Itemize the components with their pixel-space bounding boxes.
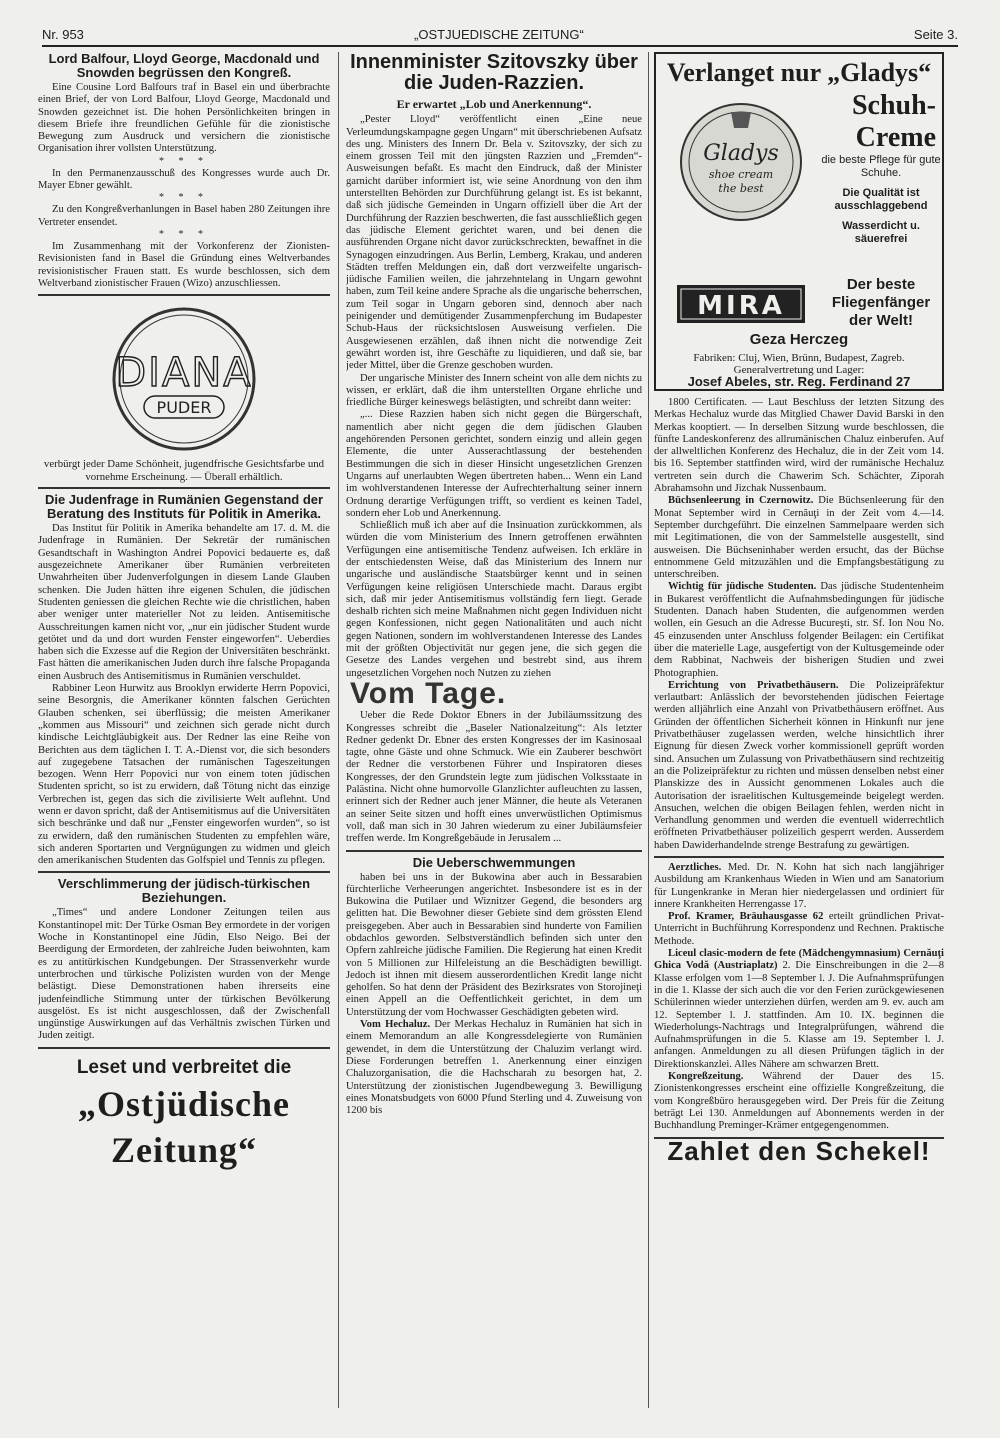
gladys-ad-headline: Verlanget nur „Gladys“ (666, 58, 932, 87)
diana-word: DIANA (115, 350, 253, 397)
gladys-schuh-word: Schuh- (851, 90, 936, 121)
ad-company-name: Geza Herczeg (749, 331, 849, 348)
gladys-side-1: die beste Pflege für gute Schuhe. (821, 154, 941, 179)
notice-kramer-lead: Prof. Kramer, Bräuhausgasse 62 (668, 911, 824, 923)
hechaluz-continuation: 1800 Certificaten. — Laut Beschluss der letzten Sitzung des Merkas Hechaluz wurde das Mitglied Chawer David Barski in den Merkas kooptiert. — In derselben Sitzung wurde beschlossen, die fünfte Landeskonferenz des allrumänischen Chaluz einberufen. Auf der allweltlichen Konferenz des Hechaluz, die in der Zeit vom 14. bis 16. September stattfinden wird, wird der rumänische Hechaluz vertreten sein durch die Chawerim Sch. Schächter, Ziporah Abrahamsohn und Jizchak Nussenbaum. (654, 397, 944, 495)
news-studenten-lead: Wichtig für jüdische Studenten. (668, 581, 817, 593)
article-rumaenien-p2: Rabbiner Leon Hurwitz aus Brooklyn erwiderte Herrn Popovici, seine Besorgnis, die Amerikaner könnten falschen Gerüchten Glauben schenken, sei überflüssig; die meisten Amerikaner „kommen aus Missouri“ und zeichnen sich gerade nicht durch kindische Leichtgläubigkeit aus. Der Redner las eine Reihe von Berichten aus dem täglichen I. T. A.-Dienst vor, die sich besonders auf zugegebene Tatsachen der rumänischen Tageszeitungen bezogen. Wenn Herr Popovici nur von einem toten jüdischen Studenten spricht, so ist zu erwidern, daß Tötung nicht das einzige Verbrechen ist, gegen das sich die zivilisierte Welt auflehnt. Und wenn er davon spricht, daß der Antisemitismus auf die Universitäten sich beschränke und daß nur „Fenster eingeworfen wurden“, so ist zu erwidern, daß den rumänischen Studenten zu empfehlen wäre, sich anderen Sportarten und Vergnügungen zu widmen und gleich den amerikanischen Studenten das Golfspiel und Tennis zu pflegen. (38, 683, 330, 867)
news-studenten (654, 581, 944, 679)
promo-line-2: „Ostjüdische Zeitung“ (77, 1083, 291, 1170)
divider (654, 856, 944, 858)
column-rule-2 (648, 52, 649, 1408)
news-studenten-text: Das jüdische Studentenheim in Bukarest veröffentlicht die Aufnahmsbedingungen für jüdische Studenten. Danach haben Studenten, die aufgenommen werden wollen, ein Gesuch an die Adresse Bucureşti, str. Sf. Ion Nou No. 45 einzusenden unter Anschluss folgender Beilagen: ein Certifikat über die materielle Lage, ausgefertigt von der Kultusgemeinde oder dem Rabbinat, Nachweis der bisherigen Studien und zwei Photographien. (654, 581, 944, 679)
article-balfour-p2: In den Permanenzausschuß des Kongresses wurde auch Dr. Mayer Ebner gewählt. (38, 167, 330, 192)
notice-aerztliches (654, 862, 944, 911)
notice-aerztliches-text: Med. Dr. N. Kohn hat sich nach langjähriger Ausbildung am Krankenhaus Wieden in Wien und am Sanatorium für Lungenkranke in Meran hier niedergelassen und ordiniert für innere Krankheiten Herrengasse 17. (654, 861, 944, 910)
gladys-tin-image (676, 94, 806, 228)
mira-logo-icon (676, 284, 806, 324)
notice-liceul-lead: Liceul clasic-modern de fete (Mädchengymnasium) Cernăuţi Ghica Vodă (Austriaplatz) (654, 948, 944, 972)
article-szitovszky-p1: „Pester Lloyd“ veröffentlicht einen „Eine neue Verleumdungskampagne gegen Ungarn“ mit überschriebenen Aufsatz des ung. Ministers des Innern Dr. Bela v. Szitovszky, der sich zu einem grossen Teil mit den jüngsten Razzien und „Fremden“-Ausweisungen befaßt. Es macht den Eindruck, daß der Minister garnicht darüber informiert ist, wie seine Anordnung von den ihm unterstellten Behörden zur Durchführung gelangt ist. Es ist bekannt, daß sich jüdische Gemeinden in Ungarn offiziell über die Art der Durchführung der Razzien beschwerten, die fast ausschließlich gegen das jüdische Element gerichtet waren, und bei denen die ausführenden Organe nicht davor zurückschreckten, bewaffnet in die Synagogen einzudringen. Aus Berlin, Lemberg, Krakau, und anderen Städten treffen Meldungen ein, daß dort verzweifelte ungarisch-jüdische Familien weilen, die jahrzehntelang in Ungarn gewohnt haben, zum Teil keine andere Sprache als die ungarische beherrschen, zum Teil sogar in Ungarn geboren sind, dennoch aber nach peinigender und demütigender Zusammenpferchung im Budapester Schub-Haus der rücksichtslosen Ausweisung verfielen. Die Ausgewiesenen erzählen, daß ihnen nicht die notwendige Zeit gewährt worden ist, ihre Geschäfte zu liquidieren, und daß sie, bar jeder Mittel, über die Grenze geschoben wurden. (346, 114, 642, 372)
column-rule-1 (338, 52, 339, 1408)
mira-logo (676, 284, 806, 328)
article-balfour-p1: Eine Cousine Lord Balfours traf in Basel ein und überbrachte einen Brief, der von Lord Balfour, Lloyd George, Macdonald und Snowden gezeichnet ist. Die hohen Persönlichkeiten bringen in diesem Briefe ihre freundlichen Gefühle für die zionistische Bewegung zum Ausdruck und versichern die zionistische Organisation ihrer vollsten Unterstützung. (38, 82, 330, 155)
separator-stars: * * * (159, 228, 209, 240)
gladys-side-2: Die Qualität ist ausschlaggebend (834, 187, 928, 212)
page-number: Seite 3. (913, 27, 958, 42)
mira-slogan: Der beste Fliegenfänger der Welt! (831, 276, 931, 329)
news-bethaeuser (654, 680, 944, 852)
divider (346, 850, 642, 852)
notice-kongresszeitung (654, 1071, 944, 1132)
notice-kramer-text: erteilt gründlichen Privat-Unterricht in Buchführung Korrespondenz und Rechnen. Praktische Methode. (654, 911, 944, 947)
diana-puder-ad (38, 304, 330, 454)
gladys-side-3: Wasserdicht u. säuerefrei (842, 220, 920, 245)
notice-aerztliches-lead: Aerztliches. (668, 861, 722, 873)
section-vom-tage: Vom Tage. (350, 676, 507, 710)
article-balfour-p4: Im Zusammenhang mit der Vorkonferenz der Zionisten-Revisionisten fand in Basel die Gründung eines Weltverbandes revisionistischer Frauen statt. Es wurde beschlossen, sich dem Weltverband zionistischer Frauen (Wizo) anzuschliessen. (38, 240, 330, 289)
diana-logo-icon (94, 304, 274, 454)
schekel-slogan: Zahlet den Schekel! (667, 1135, 931, 1166)
column-right (654, 52, 944, 1408)
article-hechaluz-lead: Vom Hechaluz. (360, 1019, 431, 1031)
article-szitovszky-p2: Der ungarische Minister des Innern scheint von alle dem nichts zu wissen, er erklärt, daß die ihm unterstellten Organe ehrliche und friedliche Bürger keineswegs belästigten, und schreibt dann weiter: (346, 372, 642, 409)
column-middle (346, 52, 642, 1408)
issue-number: Nr. 953 (42, 27, 84, 42)
article-rumaenien-p1: Das Institut für Politik in Amerika behandelte am 17. d. M. die Judenfrage in Rumänien. Der Sekretär der rumänischen Gesandtschaft in Washington Andrei Popovici bedauerte es, daß ausgezeichnete Amerikaner über Rumänien verbreiteten Unwahrheiten über Judenverfolgungen in diesem Lande Glauben schenken. Die Juden hätten ihre eigenen Schulen, die jüdischen Studenten geniessen die gleichen Rechte wie die christlichen, haben aber weniger unter materieller Not zu leiden. Antisemitische Ausschreitungen kamen nicht vor, „nur ein jüdischer Student wurde getötet und da und dort wurden Fenster eingeworfen“. Ueberdies haben sich die Exzesse auf die Region der Universitäten beschränkt. Fast hätten die amerikanischen Juden durch ihre falsche Propaganda einen Ausbruch des Antisemitismus in Rumänien verschuldet. (38, 523, 330, 682)
article-ueberschwemmungen-title: Die Ueberschwemmungen (412, 854, 576, 870)
notice-kramer (654, 911, 944, 948)
article-tuerkei-p1: „Times“ und andere Londoner Zeitungen teilen aus Konstantinopel mit: Der Türke Osman Bey ermordete in der vorigen Woche in Konstantinopel eine Jüdin, Elso Neigo. Bei der Beerdigung der Ermordeten, der zahlreiche Juden beiwohnten, kam es zu antitürkischen Kundgebungen. Der Strassenverkehr wurde unterbrochen und türkische Polizisten wurden von der Menge belästigt. Diese Demonstrationen haben ihrerseits eine judenfeindliche Stimmung unter der türkischen Bevölkerung ausgelöst. Es ist nicht ausgeschlossen, daß der Zwischenfall ungünstige Auswirkungen auf das Verhältnis zwischen Türken und Juden zeitigt. (38, 907, 330, 1042)
gladys-ad-schuh (816, 90, 936, 154)
notice-liceul (654, 948, 944, 1071)
article-rumaenien-title: Die Judenfrage in Rumänien Gegenstand der Beratung des Instituts für Politik in Amerika. (44, 492, 324, 522)
ad-factories: Fabriken: Cluj, Wien, Brünn, Budapest, Zagreb. (693, 352, 905, 364)
column-left (38, 52, 330, 1408)
news-bethaeuser-lead: Errichtung von Privatbethäusern. (668, 679, 839, 691)
page-header (42, 20, 958, 47)
article-tuerkei-title: Verschlimmerung der jüdisch-türkischen Beziehungen. (57, 876, 311, 906)
diana-ad-text: verbürgt jeder Dame Schönheit, jugendfrische Gesichtsfarbe und vornehme Erscheinung. — Überall erhältlich. (43, 458, 325, 483)
article-ueberschwemmungen-p1: haben bei uns in der Bukowina aber auch in Bessarabien fürchterliche Verheerungen angerichtet. Insbesondere ist es in der Bukowina die Putilaer und Wiznitzer Gegend, die besonders arg gelitten hat. Die Bewohner dieser Gebiete sind dem grössten Elend preisgegeben. Aber auch in Bessarabien sind hunderte von Familien obdachlos geworden. Selbstverständlich befinden sich unter den Opfern zahlreiche jüdische Familien. Die Regierung hat einen Kredit von 5 Millionen zur Hilfeleistung an die Beschädigten bewilligt. Jedoch ist ihnen mit diesem ausserordentlichen Kredit lange nicht geholfen. So hat denn der Präsident des Bezirksrates von Storojineţi einen Appell an die Oeffentlichkeit gerichtet, in dem um Unterstützung der vom Hochwasser Geschädigten gebeten wird. (346, 871, 642, 1018)
gladys-tin-line-1: shoe cream (708, 168, 774, 181)
article-szitovszky-subtitle: Er erwartet „Lob und Anerkennung“. (396, 97, 592, 111)
article-ebner-p1: Ueber die Rede Doktor Ebners in der Jubiläumssitzung des Kongresses schreibt die „Baseler Nationalzeitung“: Als letzter Redner gedenkt Dr. Ebner des ersten Kongresses der im Kasinosaal tagte, ohne Gäste und ohne Schmuck. Wie ein Zauberer beschwört der Redner die verstorbenen Führer und Inspiratoren dieses Kongresses, der den Grundstein legte zum jüdischen Volksstaate in Palästina. Nicht ohne humorvolle Glanzlichter aufleuchten zu lassen, erinnert sich der Redner auch jener Männer, die heute als Veteranen an seiner Seite sitzen und hofft eines unverwüstlichen Optimismus voll, daß man sich in 30 Jahren wiederum zu einer Jubiläumsfeier treffen werde. Im Kongreßgebäude in Jerusalem ... (346, 710, 642, 845)
diana-puder-word: PUDER (156, 398, 212, 418)
newspaper-title: „OSTJUEDISCHE ZEITUNG“ (414, 27, 584, 42)
gladys-tin-brand: Gladys (703, 141, 779, 166)
article-hechaluz-text: Der Merkas Hechaluz in Rumänien hat sich in einem Memorandum an alle Kongressdelegierte von Rumänien gewendet, in dem die Unterstützung der Chaluzim verlangt wird. Diese Forderungen betreffen 1. Anerkennung einer einzigen Chaluzorganisation, die die Hachscharah zu besorgen hat, 2. Unterstützung der zionistischen Jugendbewegung 3. Bewilligung eines Monatsbudgets von 6000 Pfund Sterling und 4. Zuweisung von 1200 bis (346, 1019, 642, 1117)
divider (38, 1047, 330, 1049)
gladys-tin-line-2: the best (718, 182, 764, 195)
article-hechaluz (346, 1019, 642, 1117)
separator-stars: * * * (159, 155, 209, 167)
ad-general-agency: Generalvertretung und Lager: (733, 364, 865, 376)
article-balfour-title: Lord Balfour, Lloyd George, Macdonald und Snowden begrüssen den Kongreß. (48, 52, 320, 80)
mira-word: MIRA (697, 291, 785, 321)
gladys-tin-icon (676, 94, 806, 224)
gladys-creme-word: Creme (855, 122, 936, 153)
notice-kongresszeitung-lead: Kongreßzeitung. (668, 1071, 744, 1083)
article-szitovszky-p3: „... Diese Razzien haben sich nicht gegen die Bürgerschaft, namentlich aber nicht gegen die dem jüdischen Glauben angehörenden Personen gerichtet, sondern einzig und allein gegen Elemente, die unter Ausserachtlassung der bestehenden Bestimmungen die sich in dieser Hinsicht ungesetzlichen Grenzen Ungarns auf unerlaubten Wegen übertreten haben... Wenn ein Land im wohlverstandenen Interesse der Aufrechterhaltung seiner innern Ordnung derartige Verfügungen trifft, so verdient es keinen Tadel, sondern eher Lob und Anerkennung. (346, 409, 642, 519)
promo-line-1: Leset und verbreitet die (76, 1056, 292, 1078)
news-bethaeuser-text: Die Polizeipräfektur verlautbart: Anlässlich der bevorstehenden jüdischen Feiertage werden alljährlich eine Anzahl von Privatbethäusern eröffnet. Aus Gründen der öffentlichen Sicherheit können in Hinkunft nur jene Privatbethäuser zugelassen werden, welche hinsichtlich ihrer Eignung für diesen Zweck vorher kommissionell geprüft worden sind. Ansuchen um Zulassung von Privatbethäusern sind rechtzeitig an die Polizeipräfektur zu richten und müssen denselben nebst einer Planskizze des in Aussicht genommenen Lokales auch die Autorisation der israelitischen Kultusgemeinde beigelegt werden. Ansuchen, welchen die obigen Beilagen fehlen, werden nicht in Verhandlung genommen und werden die eventuell widerrechtlich eröffneten Privatbethäuser polizeilich gesperrt werden. Ausserdem haben Dawiderhandelnde strenge Bestrafung zu gewärtigen. (654, 679, 944, 851)
gladys-ad (654, 52, 944, 391)
article-balfour-p3: Zu den Kongreßverhanlungen in Basel haben 280 Zeitungen ihre Vertreter ensendet. (38, 204, 330, 228)
divider (38, 294, 330, 296)
news-buechsenleerung-text: Die Büchsenleerung für den Monat September wird in Cernăuţi in der Zeit vom 4.—14. September durchgeführt. Die einzelnen Sammelpaare werden sich mit Legitimationen, die von der Sammelstelle ausgestellt, sind ausweisen. Die Büchseninhaber werden ersucht, das der Büchse entnommene Geld mitzuzählen und die Empfangsbestätigung zu unterschreiben. (654, 495, 944, 581)
news-buechsenleerung (654, 495, 944, 581)
divider (38, 871, 330, 873)
ad-address: Josef Abeles, str. Reg. Ferdinand 27 (687, 374, 911, 389)
promo-box (38, 1055, 330, 1173)
article-szitovszky-p4: Schließlich muß ich aber auf die Insinuation zurückkommen, als würden die vom Ministerium des Innern getroffenen erwähnten Verfügungen eine antisemitische Tendenz aufweisen. Ich erkläre in der entschiedensten Weise, daß das Ministerium des Innern nur ungarische und ausländische Staatsbürger kennt und in seinen Verfügungen keine religiösen Unterschiede macht. Daraus ergibt sich, daß mir jeder Antisemitismus vollständig fern liegt. Gerade deshalb richten sich meine Maßnahmen nicht gegen Individuen nicht gegen Konfessionen, nicht gegen Nationalitäten und auch nicht gegen Nationen, sondern im wohlverstandenen Interesse des Landes mit der größten Objectivität nur gegen jene, die sich gegen die Gesetze des Landes vergehen und bestrebt sind, aus ihrem ungesetzlichen Vorgehen noch Nutzen zu ziehen (346, 520, 642, 679)
separator-stars: * * * (159, 192, 209, 204)
news-buechsenleerung-lead: Büchsenleerung in Czernowitz. (668, 495, 814, 507)
divider (38, 487, 330, 489)
notice-liceul-text: 2. Die Einschreibungen in die 2—8 Klasse erfolgen vom 1—8 September l. J. Die Aufnahmsprüfungen in die 1. Klasse der sich auch die vor den Ferien zurückgewiesenen Schülerinnen wieder unterziehen dürfen, werden am 9. ev. auch am 12. September l. J. stattfinden. Am 10. IX. beginnen die Wiederholungs-Nachtrags und Integralprüfungen, während die Aufnahmsprüfungen in die 5. Klasse am 19. September l. J. anfangen. Anmeldungen zu all diesen Prüfungen täglich in der Direktionskanzlei. Alles Nähere am schwarzen Brett. (654, 960, 944, 1070)
article-szitovszky-title: Innenminister Szitovszky über die Juden-Razzien. (350, 52, 638, 94)
notice-kongresszeitung-text: Während der Dauer des 15. Zionistenkongresses erscheint eine offizielle Kongreßzeitung, die vom Kongreßbüro herausgegeben wird. Der Preis für die Zeitung beträgt Lei 130. Anmeldungen auf Abonnements werden in der Buchhandlung Preminger-Krämer entgegengenommen. (654, 1071, 944, 1132)
